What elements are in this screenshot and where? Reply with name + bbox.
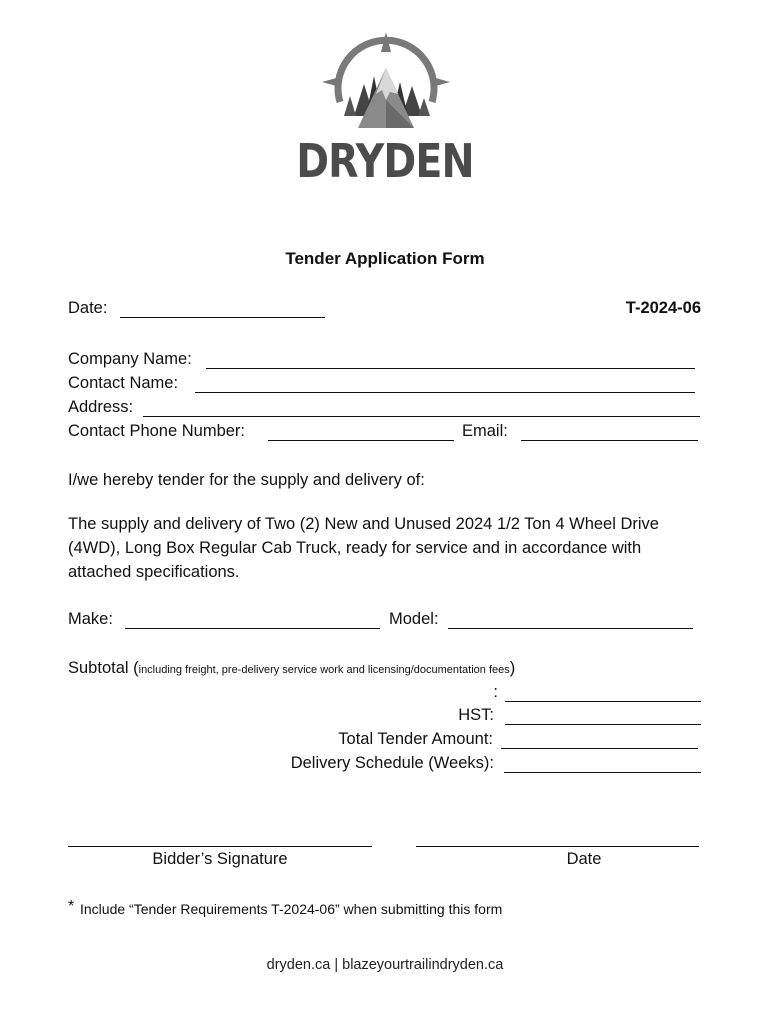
tender-number: T-2024-06 [625,299,701,317]
model-field[interactable] [448,628,693,629]
delivery-field[interactable] [504,772,701,773]
description-text: The supply and delivery of Two (2) New and Unused 2024 1/2 Ton 4 Wheel Drive (4WD), Long Box Regular Cab Truck, ready for service and in accordance with attached specifications. [68,515,659,581]
dryden-logo [318,30,454,134]
hst-field[interactable] [505,724,701,725]
note-text: Include “Tender Requirements T-2024-06” when submitting this form [80,901,503,917]
date-field[interactable] [120,317,325,318]
signature-label: Bidder’s Signature [152,850,288,868]
address-field[interactable] [143,416,700,417]
subtotal-label-text: Subtotal ( [68,659,139,677]
subtotal-note: including freight, pre-delivery service work and licensing/documentation fees [138,664,510,676]
company-name-label: Company Name: [68,350,192,368]
note-star: * [68,898,75,915]
intro-text: I/we hereby tender for the supply and delivery of: [68,471,425,489]
company-name-field[interactable] [206,368,695,369]
signature-field[interactable] [68,846,372,847]
total-label: Total Tender Amount: [338,730,493,748]
phone-field[interactable] [268,440,454,441]
contact-name-field[interactable] [195,392,695,393]
signature-date-field[interactable] [416,846,699,847]
subtotal-close: ) [509,659,516,677]
subtotal-label [68,659,515,678]
make-field[interactable] [125,628,380,629]
signature-date-label: Date [566,850,602,868]
subtotal-colon: : [493,683,498,701]
model-label: Model: [389,610,439,628]
form-title: Tender Application Form [285,249,485,268]
contact-name-label: Contact Name: [68,374,179,392]
email-field[interactable] [521,440,698,441]
address-label: Address: [68,398,134,416]
total-field[interactable] [501,748,698,749]
footer-links: dryden.ca | blazeyourtrailindryden.ca [266,957,504,973]
brand-wordmark: DRYDEN [296,134,474,188]
hst-label: HST: [458,706,494,724]
subtotal-field[interactable] [505,701,701,702]
delivery-label: Delivery Schedule (Weeks): [290,754,494,772]
date-label: Date: [68,299,108,317]
email-label: Email: [462,422,508,440]
phone-label: Contact Phone Number: [68,422,246,440]
make-label: Make: [68,610,113,628]
